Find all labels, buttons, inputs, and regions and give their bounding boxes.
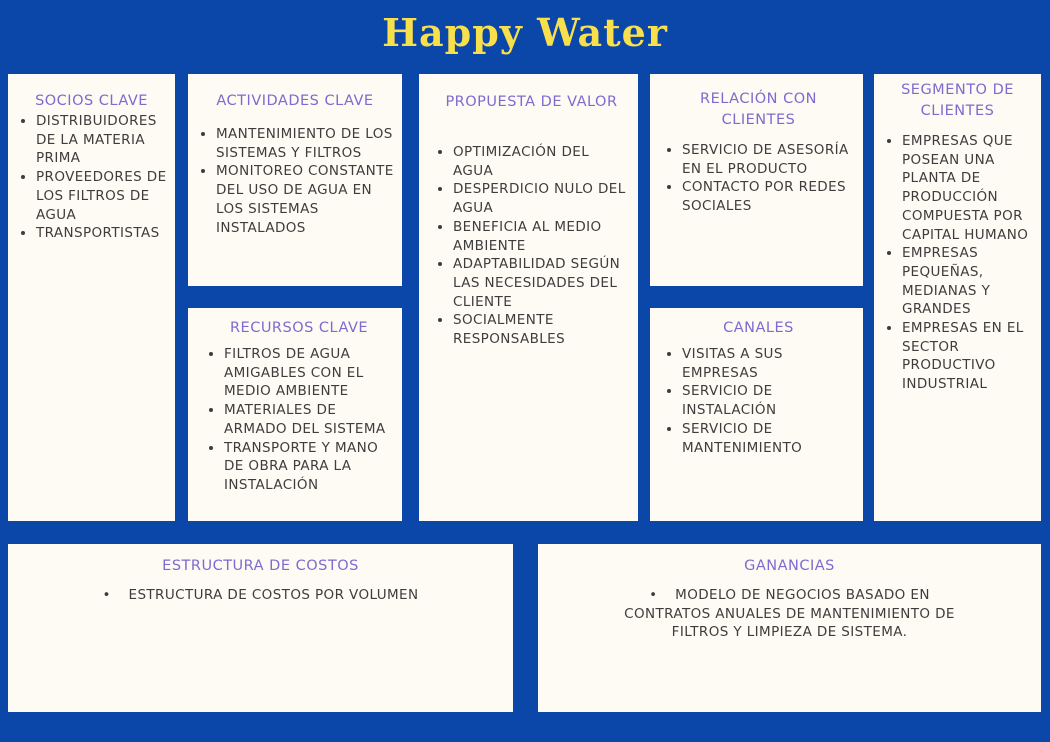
relacion-clientes-list	[662, 141, 855, 216]
bullet-icon: •	[102, 587, 111, 603]
list-item	[902, 244, 1033, 319]
actividades-clave-list	[196, 125, 394, 237]
list-item	[902, 319, 1033, 394]
list-item-text: CONTACTO POR REDES SOCIALES	[682, 179, 846, 215]
list-item	[453, 218, 630, 255]
estructura-costos-panel	[8, 544, 513, 712]
list-item	[36, 224, 167, 243]
estructura-costos-list	[16, 586, 505, 605]
list-item-text: MONITOREO CONSTANTE DEL USO DE AGUA EN LOS SISTEMAS INSTALADOS	[216, 163, 394, 236]
propuesta-de-valor-panel	[419, 74, 638, 521]
list-item	[453, 255, 630, 311]
list-item	[682, 178, 855, 215]
estructura-costos-heading: ESTRUCTURA DE COSTOS	[162, 558, 359, 574]
list-item-text: ESTRUCTURA DE COSTOS POR VOLUMEN	[128, 587, 419, 603]
recursos-clave-heading: RECURSOS CLAVE	[229, 320, 369, 336]
list-item-text: SOCIALMENTE RESPONSABLES	[453, 312, 566, 348]
list-item	[682, 141, 855, 178]
list-item	[36, 112, 167, 168]
actividades-clave-panel	[188, 74, 402, 286]
canales-heading: CANALES	[723, 320, 794, 336]
list-item	[682, 420, 855, 457]
list-item-text: PROVEEDORES DE LOS FILTROS DE AGUA	[36, 169, 167, 223]
list-item-text: TRANSPORTISTAS	[36, 225, 160, 242]
list-item	[453, 143, 630, 180]
list-item-text: BENEFICIA AL MEDIO AMBIENTE	[453, 218, 602, 254]
socios-clave-heading: SOCIOS CLAVE	[35, 93, 148, 109]
list-item	[902, 132, 1033, 244]
list-item-text: EMPRESAS PEQUEÑAS, MEDIANAS Y GRANDES	[902, 245, 991, 318]
list-item	[453, 311, 630, 348]
propuesta-de-valor-heading: PROPUESTA DE VALOR	[445, 94, 618, 110]
segmento-clientes-panel	[874, 74, 1041, 521]
list-item-text: SERVICIO DE INSTALACIÓN	[682, 383, 777, 419]
list-item	[453, 180, 630, 217]
list-item-text: VISITAS A SUS EMPRESAS	[682, 346, 783, 381]
list-item	[616, 586, 963, 642]
recursos-clave-list	[204, 345, 394, 495]
page-title: Happy Water	[382, 10, 668, 55]
relacion-clientes-panel	[650, 74, 863, 286]
recursos-clave-panel	[188, 308, 402, 521]
list-item	[224, 439, 394, 495]
ganancias-list	[546, 586, 1033, 642]
list-item-text: TRANSPORTE Y MANO DE OBRA PARA LA INSTALACIÓN	[224, 439, 379, 493]
list-item-text: EMPRESAS EN EL SECTOR PRODUCTIVO INDUSTRIAL	[902, 320, 1024, 393]
list-item-text: EMPRESAS QUE POSEAN UNA PLANTA DE PRODUCCIÓN COMPUESTA POR CAPITAL HUMANO	[902, 133, 1029, 243]
list-item	[16, 586, 505, 605]
list-item-text: MATERIALES DE ARMADO DEL SISTEMA	[224, 402, 386, 437]
list-item	[36, 168, 167, 224]
list-item-text: DISTRIBUIDORES DE LA MATERIA PRIMA	[36, 113, 157, 167]
list-item	[224, 401, 394, 438]
socios-clave-panel	[8, 74, 175, 521]
list-item-text: DESPERDICIO NULO DEL AGUA	[453, 181, 626, 217]
canales-list	[662, 345, 855, 457]
list-item-text: ADAPTABILIDAD SEGÚN LAS NECESIDADES DEL CLIENTE	[453, 256, 621, 310]
segmento-clientes-heading: SEGMENTO DE CLIENTES	[901, 82, 1014, 119]
list-item-text: SERVICIO DE MANTENIMIENTO	[682, 420, 803, 456]
actividades-clave-heading: ACTIVIDADES CLAVE	[216, 93, 374, 109]
list-item	[224, 345, 394, 401]
list-item-text: MANTENIMIENTO DE LOS SISTEMAS Y FILTROS	[216, 126, 393, 161]
socios-clave-list	[16, 112, 167, 243]
segmento-clientes-list	[882, 132, 1033, 394]
list-item-text: MODELO DE NEGOCIOS BASADO EN CONTRATOS ANUALES DE MANTENIMIENTO DE FILTROS Y LIMPIEZA DE SISTEMA.	[624, 587, 955, 641]
list-item	[682, 345, 855, 382]
ganancias-panel	[538, 544, 1041, 712]
relacion-clientes-heading: RELACIÓN CON CLIENTES	[700, 91, 817, 128]
canales-panel	[650, 308, 863, 521]
list-item-text: FILTROS DE AGUA AMIGABLES CON EL MEDIO AMBIENTE	[224, 346, 364, 400]
list-item	[216, 162, 394, 237]
bullet-icon: •	[649, 587, 658, 603]
list-item-text: OPTIMIZACIÓN DEL AGUA	[453, 144, 590, 179]
list-item	[216, 125, 394, 162]
ganancias-heading: GANANCIAS	[744, 558, 835, 574]
propuesta-de-valor-list	[433, 143, 630, 349]
list-item	[682, 382, 855, 419]
list-item-text: SERVICIO DE ASESORÍA EN EL PRODUCTO	[682, 142, 849, 177]
